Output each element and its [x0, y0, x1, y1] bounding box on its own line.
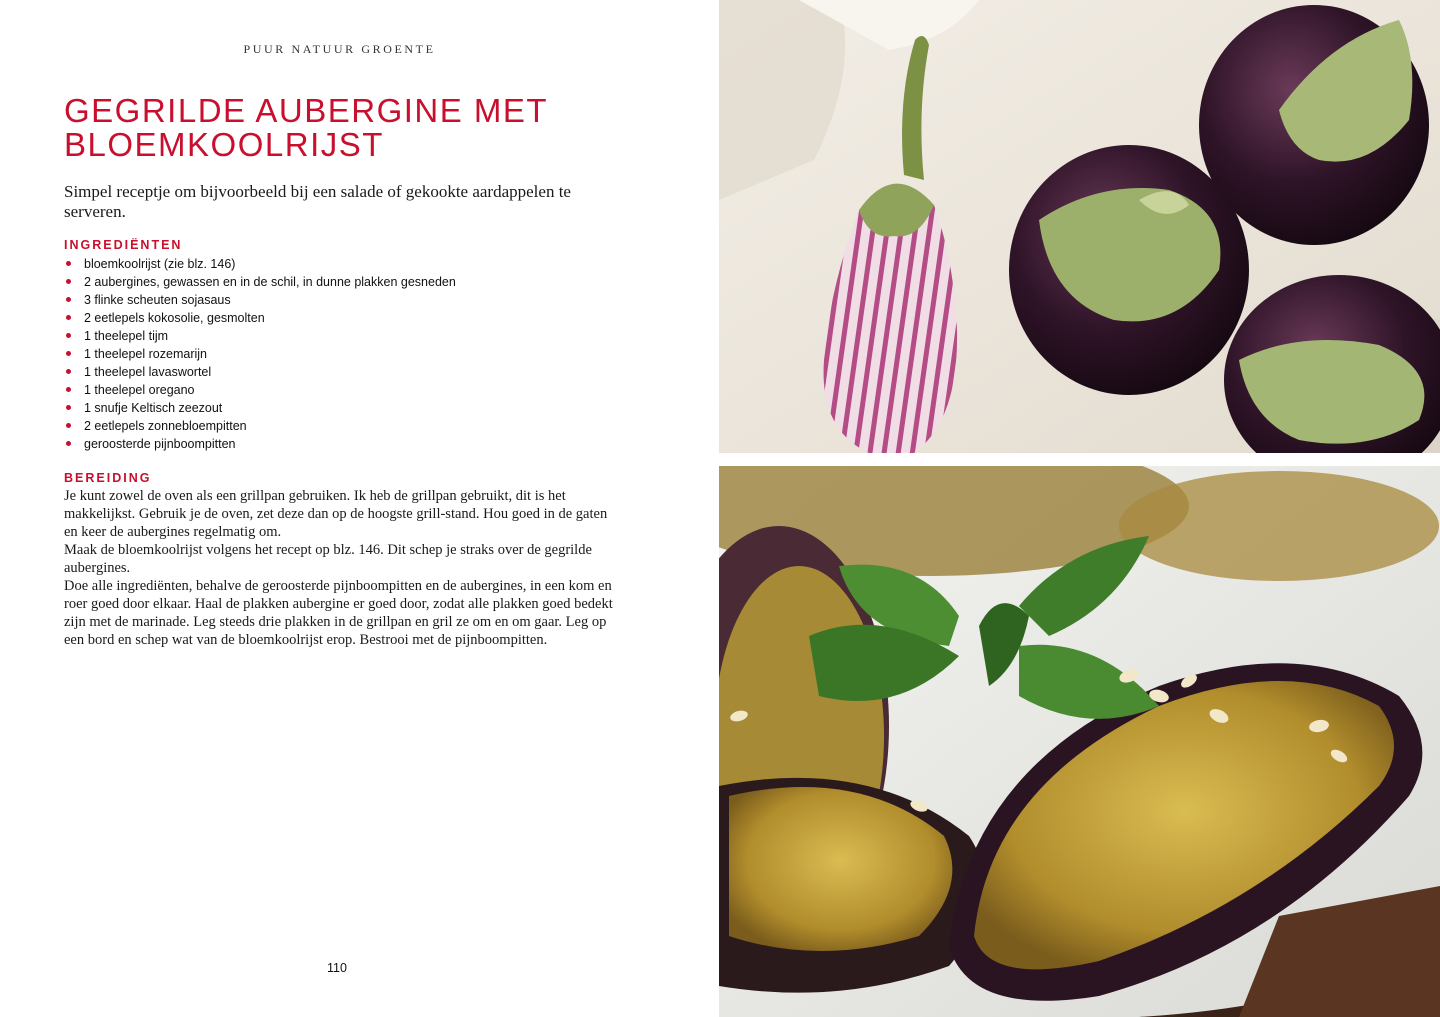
ingredient-item: 1 theelepel lavaswortel — [64, 363, 664, 381]
ingredient-item: 1 snufje Keltisch zeezout — [64, 399, 664, 417]
eggplants-illustration — [719, 0, 1440, 453]
preparation-paragraph: Doe alle ingrediënten, behalve de geroosterde pijnboompitten en de aubergines, in een kom en roer goed door elkaar. Haal de plakken aubergine er goed door, zodat alle plakken goed bedekt zijn met de marinade. Leg steeds drie plakken in de grillpan en gril ze om en om gaar. Leg op een bord en schep wat van de bloemkoolrijst erop. Bestrooi met de pijnboompitten. — [64, 578, 613, 648]
preparation-heading: BEREIDING — [64, 471, 152, 485]
ingredient-item: 1 theelepel oregano — [64, 381, 664, 399]
preparation-paragraph: Maak de bloemkoolrijst volgens het recept op blz. 146. Dit schep je straks over de gegrilde aubergines. — [64, 542, 592, 576]
recipe-title — [64, 94, 664, 162]
grilled-eggplant-dish-photo — [719, 466, 1440, 1017]
right-page — [719, 0, 1440, 1017]
ingredient-item: 2 eetlepels kokosolie, gesmolten — [64, 309, 664, 327]
ingredient-item: bloemkoolrijst (zie blz. 146) — [64, 255, 664, 273]
running-header: PUUR NATUUR GROENTE — [243, 42, 436, 56]
eggplants-photo — [719, 0, 1440, 453]
page-number: 110 — [327, 961, 347, 975]
preparation-paragraph: Je kunt zowel de oven als een grillpan gebruiken. Ik heb de grillpan gebruikt, dit is het makkelijkst. Gebruik je de oven, zet deze dan op de hoogste grill-stand. Hou goed in de gaten en keer de aubergines regelmatig om. — [64, 488, 608, 540]
ingredients-heading: INGREDIËNTEN — [64, 238, 183, 252]
preparation-text — [64, 487, 624, 649]
ingredient-item: 2 aubergines, gewassen en in de schil, in dunne plakken gesneden — [64, 273, 664, 291]
recipe-title-line-1: GEGRILDE AUBERGINE MET — [64, 92, 549, 129]
ingredient-item: 2 eetlepels zonnebloempitten — [64, 417, 664, 435]
grilled-eggplant-illustration — [719, 466, 1440, 1017]
ingredient-item: 3 flinke scheuten sojasaus — [64, 291, 664, 309]
ingredient-item: geroosterde pijnboompitten — [64, 435, 664, 453]
ingredient-item: 1 theelepel tijm — [64, 327, 664, 345]
left-page — [0, 0, 719, 1017]
recipe-intro: Simpel receptje om bijvoorbeeld bij een salade of gekookte aardappelen te serveren. — [64, 182, 571, 221]
ingredient-item: 1 theelepel rozemarijn — [64, 345, 664, 363]
recipe-title-line-2: BLOEMKOOLRIJST — [64, 126, 384, 163]
ingredients-list — [64, 255, 664, 453]
